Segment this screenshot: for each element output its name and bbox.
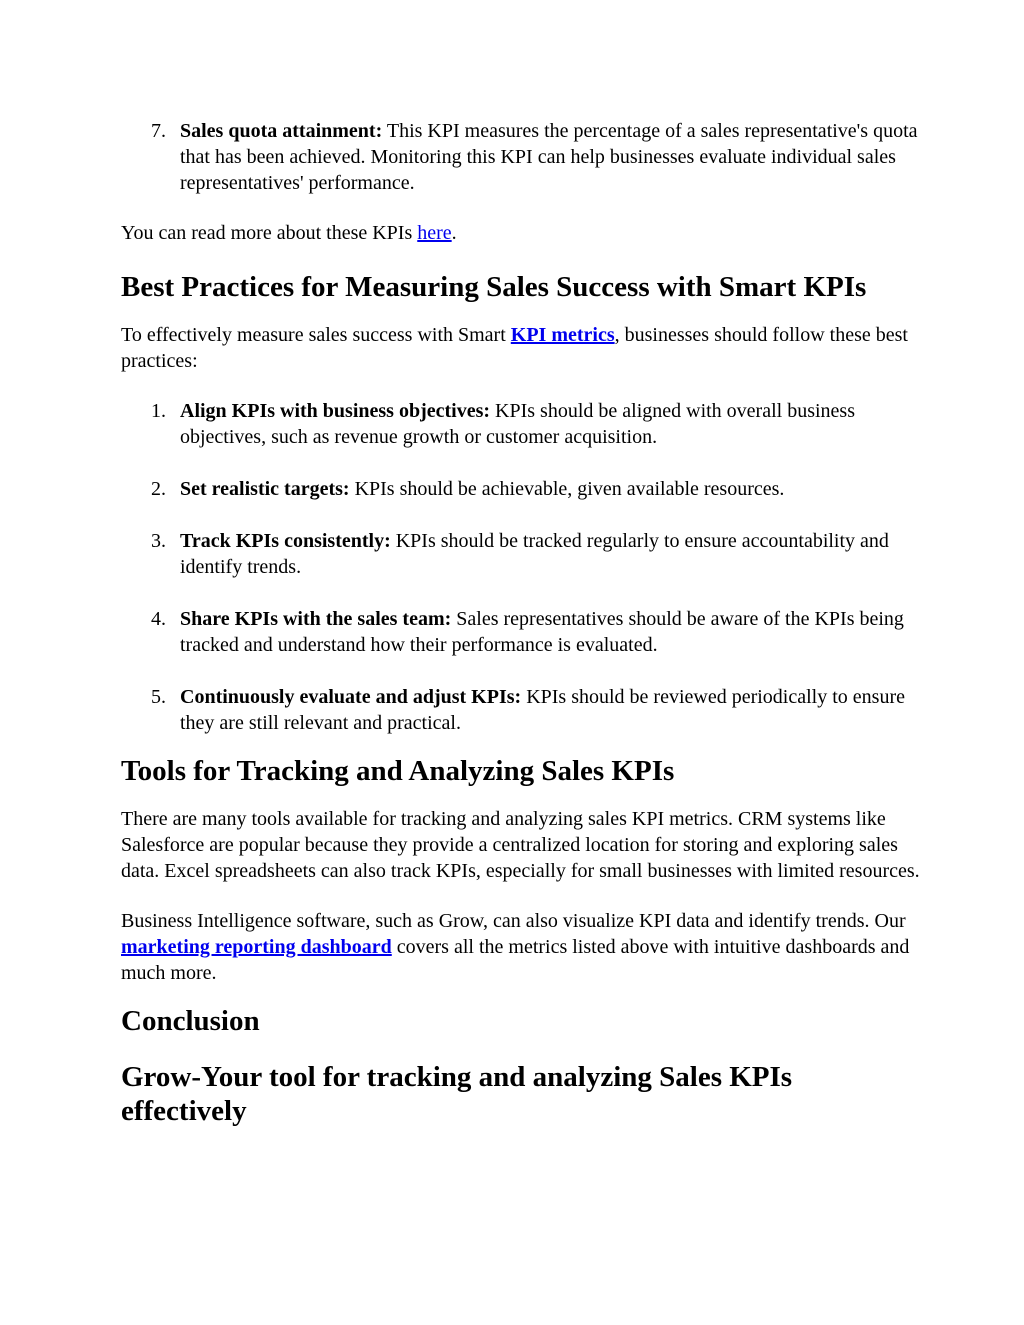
- list-item-lead: Track KPIs consistently:: [180, 530, 391, 552]
- list-item-lead: Align KPIs with business objectives:: [180, 400, 491, 422]
- list-item: [121, 476, 921, 502]
- best-practices-intro: [121, 322, 921, 374]
- list-item-number: 4.: [151, 608, 166, 630]
- list-item: [121, 528, 921, 580]
- list-item: [121, 684, 921, 736]
- section-heading-best-practices: Best Practices for Measuring Sales Success with Smart KPIs: [121, 271, 867, 303]
- list-item-text: KPIs should be reviewed periodically to ensure they are still relevant and practical.: [180, 686, 905, 734]
- tools-paragraph-1: There are many tools available for tracking and analyzing sales KPI metrics. CRM systems like Salesforce are popular because they provide a centralized location for storing and exploring sales data. Excel spreadsheets can also track KPIs, especially for small businesses with limited resources.: [121, 808, 920, 882]
- here-link[interactable]: here: [417, 222, 452, 244]
- list-item-number: 2.: [151, 478, 166, 500]
- intro-text: To effectively measure sales success with Smart: [121, 324, 511, 346]
- list-item: [121, 118, 921, 196]
- section-heading-tools: Tools for Tracking and Analyzing Sales KPIs: [121, 755, 675, 787]
- section-subheading-grow: Grow-Your tool for tracking and analyzing Sales KPIs effectively: [121, 1061, 793, 1127]
- tools-text-after: covers all the metrics listed above with intuitive dashboards and much more.: [121, 936, 910, 984]
- kpi-metrics-link[interactable]: KPI metrics: [510, 324, 615, 346]
- list-item-lead: Continuously evaluate and adjust KPIs:: [180, 686, 522, 708]
- read-more-paragraph: [121, 220, 921, 246]
- list-item-lead: Sales quota attainment:: [180, 120, 383, 142]
- list-item: [121, 398, 921, 450]
- read-more-period: .: [451, 222, 457, 244]
- list-item-text: KPIs should be aligned with overall business objectives, such as revenue growth or customer acquisition.: [180, 400, 855, 448]
- list-item-text: KPIs should be achievable, given available resources.: [349, 478, 785, 500]
- tools-text: Business Intelligence software, such as Grow, can also visualize KPI data and identify trends. Our: [121, 910, 906, 932]
- list-item-number: 3.: [151, 530, 166, 552]
- list-item-text: Sales representatives should be aware of the KPIs being tracked and understand how their performance is evaluated.: [180, 608, 904, 656]
- list-item: [121, 606, 921, 658]
- list-item-text: KPIs should be tracked regularly to ensure accountability and identify trends.: [180, 530, 889, 578]
- list-item-number: 1.: [151, 400, 166, 422]
- section-heading-conclusion: Conclusion: [121, 1005, 260, 1037]
- list-item-lead: Share KPIs with the sales team:: [180, 608, 452, 630]
- best-practices-list: [121, 398, 921, 736]
- list-item-number: 7.: [151, 120, 166, 142]
- kpi-list-continued: [121, 118, 921, 196]
- tools-paragraph-2: [121, 908, 921, 986]
- document-page: [121, 118, 921, 1128]
- list-item-number: 5.: [151, 686, 166, 708]
- read-more-text: You can read more about these KPIs: [121, 222, 418, 244]
- marketing-reporting-dashboard-link[interactable]: marketing reporting dashboard: [121, 936, 392, 958]
- intro-text-after: , businesses should follow these best practices:: [121, 324, 908, 372]
- list-item-lead: Set realistic targets:: [180, 478, 350, 500]
- list-item-text: This KPI measures the percentage of a sales representative's quota that has been achieved. Monitoring this KPI can help businesses evaluate individual sales representatives' performance.: [180, 120, 918, 194]
